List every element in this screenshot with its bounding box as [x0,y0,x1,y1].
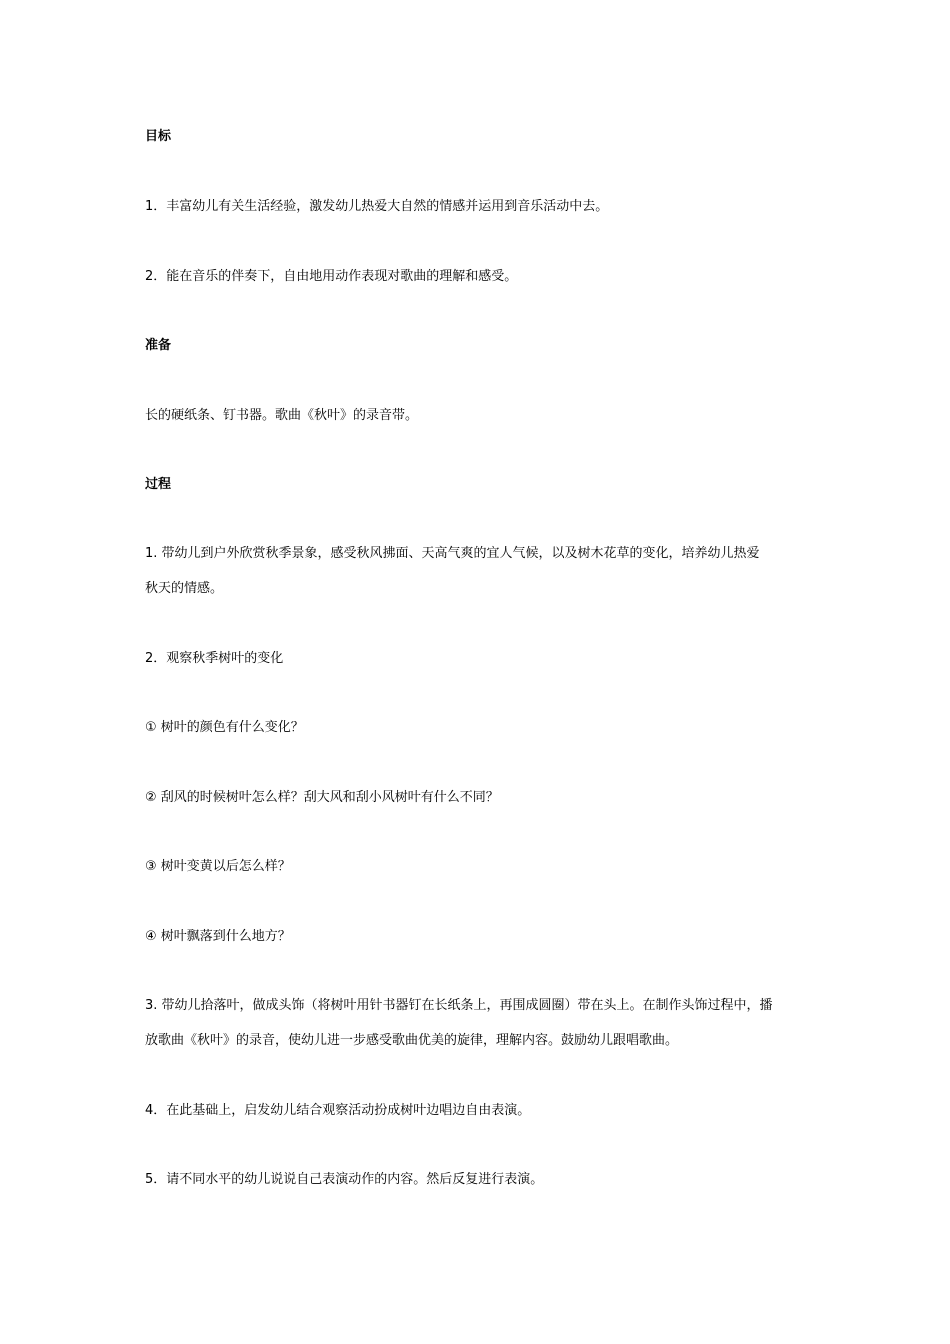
question-2: ② 刮风的时候树叶怎么样？刮大风和刮小风树叶有什么不同？ [145,790,499,805]
prep-heading: 准备 [145,338,172,353]
process-heading: 过程 [145,477,172,492]
process-step-1-line-1: 1. 带幼儿到户外欣赏秋季景象，感受秋风拂面、天高气爽的宜人气候，以及树木花草的变化，培养幼儿热爱 [145,546,760,561]
goal-item-1: 1．丰富幼儿有关生活经验，激发幼儿热爱大自然的情感并运用到音乐活动中去。 [145,199,609,214]
question-3: ③ 树叶变黄以后怎么样？ [145,859,291,874]
goal-heading: 目标 [145,129,172,144]
process-step-5: 5．请不同水平的幼儿说说自己表演动作的内容。然后反复进行表演。 [145,1172,544,1187]
prep-text: 长的硬纸条、钉书器。歌曲《秋叶》的录音带。 [145,408,419,423]
question-4: ④ 树叶飘落到什么地方？ [145,929,291,944]
question-1: ① 树叶的颜色有什么变化？ [145,720,304,735]
process-step-3-line-1: 3. 带幼儿拾落叶，做成头饰（将树叶用针书器钉在长纸条上，再围成圆圈）带在头上。在制作头饰过程中，播 [145,998,773,1013]
process-step-2: 2．观察秋季树叶的变化 [145,651,284,666]
process-step-1-line-2: 秋天的情感。 [145,581,224,596]
process-step-3-line-2: 放歌曲《秋叶》的录音，使幼儿进一步感受歌曲优美的旋律，理解内容。鼓励幼儿跟唱歌曲。 [145,1033,679,1048]
process-step-4: 4．在此基础上，启发幼儿结合观察活动扮成树叶边唱边自由表演。 [145,1103,531,1118]
goal-item-2: 2．能在音乐的伴奏下，自由地用动作表现对歌曲的理解和感受。 [145,269,518,284]
